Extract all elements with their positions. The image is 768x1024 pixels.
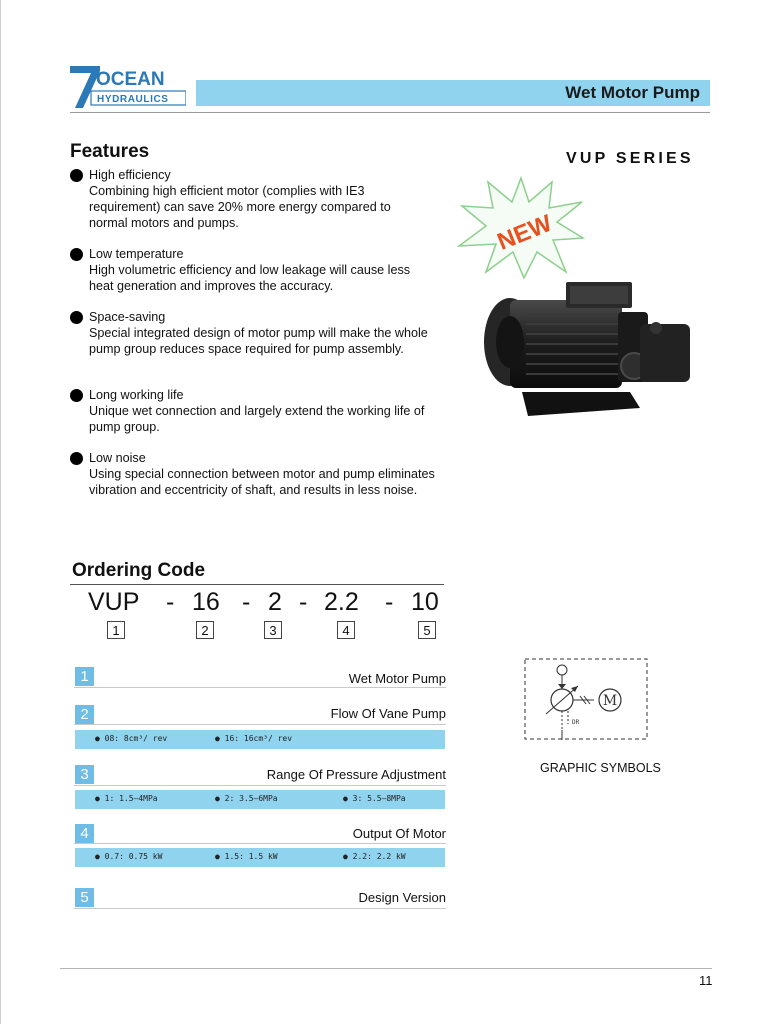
section-divider	[74, 908, 446, 909]
option-item: ● 0.7: 0.75 kW	[95, 852, 163, 861]
bullet-icon	[70, 248, 83, 261]
option-item: ● 2.2: 2.2 kW	[343, 852, 406, 861]
section-number-badge	[75, 765, 94, 784]
code-separator: -	[166, 588, 175, 616]
features-heading: Features	[70, 141, 150, 162]
section-label: Range Of Pressure Adjustment	[266, 767, 446, 782]
page-border	[0, 0, 1, 1024]
bullet-icon	[70, 169, 83, 182]
option-item: ● 1.5: 1.5 kW	[215, 852, 278, 861]
feature-head: High efficiency	[89, 168, 171, 182]
feature-desc: High volumetric efficiency and low leakage will cause less heat generation and improves the accuracy.	[89, 263, 411, 293]
option-item: ● 3: 5.5—8MPa	[343, 794, 406, 803]
options-bar	[75, 790, 445, 809]
option-item: ● 08: 8cm³/ rev	[95, 734, 168, 743]
feature-item	[70, 309, 450, 357]
code-number-box: 4	[337, 621, 355, 639]
feature-item	[70, 167, 450, 231]
section-label: Output Of Motor	[352, 826, 446, 841]
bullet-icon	[70, 389, 83, 402]
header-divider	[70, 112, 710, 113]
section-number-badge	[75, 705, 94, 724]
section-number: 4	[80, 825, 89, 842]
feature-desc: Using special connection between motor and pump eliminates vibration and eccentricity of shaft, and results in less noise.	[89, 467, 435, 497]
feature-desc: Combining high efficient motor (complies with IE3 requirement) can save 20% more energy compared to normal motors and pumps.	[89, 184, 391, 230]
new-badge-icon	[456, 176, 586, 280]
option-item: ● 1: 1.5—4MPa	[95, 794, 158, 803]
ocean-hydraulics-logo	[70, 66, 186, 108]
feature-head: Low noise	[89, 451, 146, 465]
feature-desc: Unique wet connection and largely extend the working life of pump group.	[89, 404, 425, 434]
feature-item	[70, 387, 450, 435]
motor-pump-image	[480, 280, 694, 420]
code-number-box: 1	[107, 621, 125, 639]
options-bar	[75, 730, 445, 749]
section-label: Flow Of Vane Pump	[330, 706, 446, 721]
section-number: 2	[80, 706, 89, 723]
motor-letter: M	[602, 693, 618, 709]
feature-item	[70, 246, 450, 294]
code-part: VUP	[88, 588, 140, 616]
section-number-badge	[75, 888, 94, 907]
code-part: 2.2	[324, 588, 359, 616]
bullet-icon	[70, 311, 83, 324]
code-separator: -	[242, 588, 251, 616]
ordering-code-divider	[70, 584, 444, 585]
code-separator: -	[299, 588, 308, 616]
section-number: 1	[80, 668, 89, 685]
header-bar	[196, 80, 710, 106]
option-item: ● 2: 3.5—6MPa	[215, 794, 278, 803]
section-label: Design Version	[358, 890, 446, 905]
drain-label: DR	[572, 719, 580, 726]
section-number-badge	[75, 667, 94, 686]
brand-subtitle: HYDRAULICS	[97, 94, 169, 105]
hydraulic-graphic-symbol	[524, 658, 648, 742]
bullet-icon	[70, 452, 83, 465]
feature-desc: Special integrated design of motor pump will make the whole pump group reduces space required for pump assembly.	[89, 326, 428, 356]
brand-name: OCEAN	[96, 69, 165, 90]
code-part: 16	[192, 588, 220, 616]
section-divider	[74, 687, 446, 688]
series-heading: VUP SERIES	[566, 150, 694, 167]
graphic-symbols-caption: GRAPHIC SYMBOLS	[540, 761, 661, 775]
section-number: 5	[80, 889, 89, 906]
new-badge-text: NEW	[493, 209, 556, 256]
code-part: 2	[268, 588, 282, 616]
code-number-box: 5	[418, 621, 436, 639]
section-divider	[74, 843, 446, 844]
feature-head: Space-saving	[89, 310, 166, 324]
ordering-code-heading: Ordering Code	[72, 560, 206, 581]
page-number: 11	[699, 973, 713, 988]
feature-head: Low temperature	[89, 247, 184, 261]
section-number-badge	[75, 824, 94, 843]
section-divider	[74, 785, 446, 786]
code-part: 10	[411, 588, 439, 616]
option-item: ● 16: 16cm³/ rev	[215, 734, 293, 743]
footer-divider	[60, 968, 712, 969]
section-divider	[74, 724, 446, 725]
feature-head: Long working life	[89, 388, 184, 402]
page-title: Wet Motor Pump	[565, 83, 700, 102]
section-label: Wet Motor Pump	[348, 671, 446, 686]
feature-item	[70, 450, 450, 498]
code-number-box: 2	[196, 621, 214, 639]
section-number: 3	[80, 766, 89, 783]
options-bar	[75, 848, 445, 867]
code-number-box: 3	[264, 621, 282, 639]
code-separator: -	[385, 588, 394, 616]
